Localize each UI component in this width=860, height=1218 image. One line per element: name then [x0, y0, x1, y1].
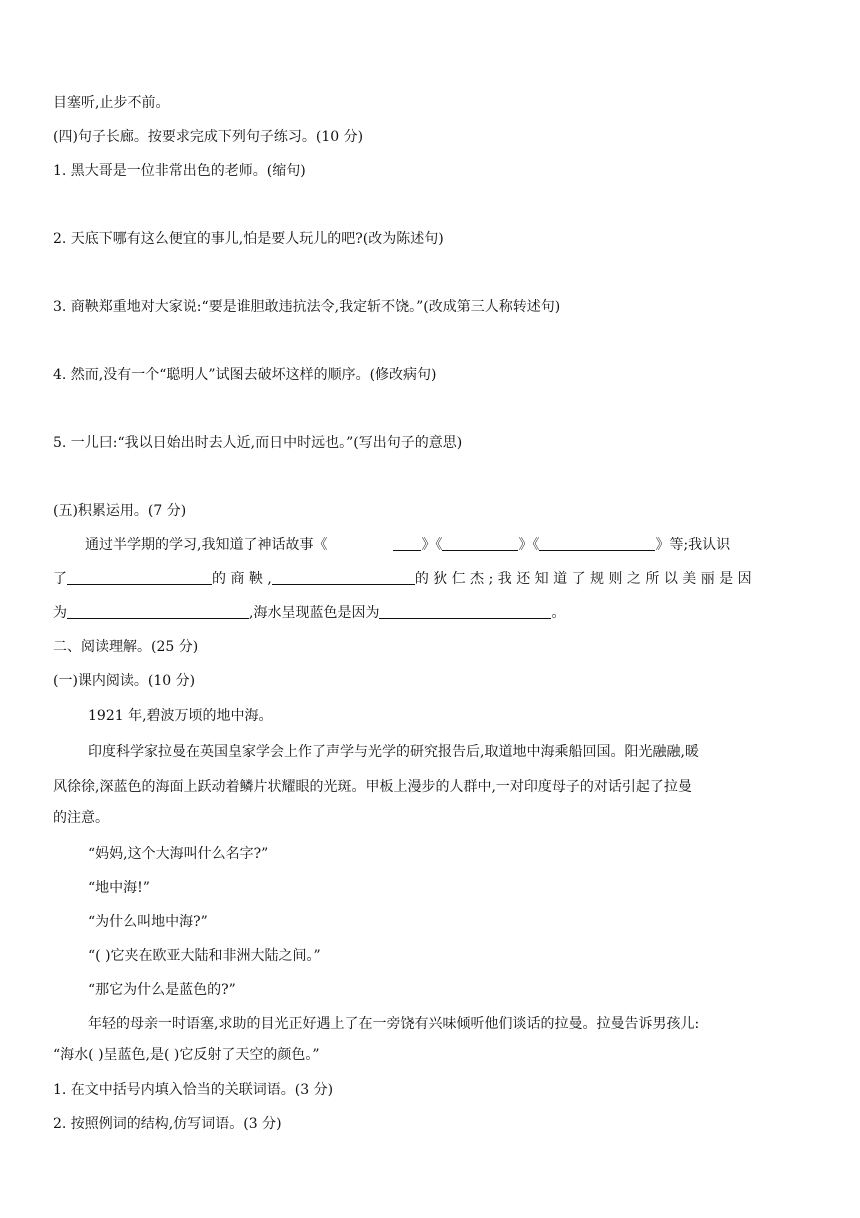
- question-3: 3. 商鞅郑重地对大家说:“要是谁胆敢违抗法令,我定斩不饶。”(改成第三人称转述句): [53, 299, 561, 315]
- question-4: 4. 然而,没有一个“聪明人”试图去破坏这样的顺序。(修改病句): [53, 367, 437, 383]
- answer-blank[interactable]: [442, 536, 518, 551]
- passage-line: “海水( )呈蓝色,是( )它反射了天空的颜色。”: [53, 1047, 320, 1063]
- fill-text: 的 商 鞅 ,: [212, 571, 272, 587]
- dialogue-line: “( )它夹在欧亚大陆和非洲大陆之间。”: [88, 948, 321, 964]
- answer-blank[interactable]: [393, 536, 421, 551]
- fill-text: 为: [53, 605, 67, 621]
- fill-line-2: [53, 569, 763, 589]
- reading-question-1: 1. 在文中括号内填入恰当的关联词语。(3 分): [53, 1082, 334, 1098]
- fill-text: 》《: [421, 537, 443, 553]
- passage-line: 1921 年,碧波万顷的地中海。: [88, 708, 273, 724]
- text-line: 目塞听,止步不前。: [53, 95, 170, 111]
- passage-line: 年轻的母亲一时语塞,求助的目光正好遇上了在一旁饶有兴味倾听他们谈话的拉曼。拉曼告诉男孩儿:: [88, 1016, 700, 1032]
- answer-blank[interactable]: [272, 570, 415, 585]
- fill-text: 。: [551, 605, 566, 621]
- passage-line: 的注意。: [53, 810, 109, 826]
- answer-blank[interactable]: [67, 570, 212, 585]
- dialogue-line: “为什么叫地中海?”: [88, 914, 208, 930]
- section-heading-accumulation: (五)积累运用。(7 分): [53, 503, 187, 519]
- dialogue-line: “地中海!”: [88, 880, 150, 896]
- passage-line: 风徐徐,深蓝色的海面上跃动着鳞片状耀眼的光斑。甲板上漫步的人群中,一对印度母子的对话引起了拉曼: [53, 779, 692, 795]
- answer-blank[interactable]: [67, 604, 249, 619]
- fill-line-1: [85, 535, 795, 555]
- passage-line: 印度科学家拉曼在英国皇家学会上作了声学与光学的研究报告后,取道地中海乘船回国。阳光融融,暖: [88, 744, 699, 760]
- fill-text: ,海水呈现蓝色是因为: [249, 605, 380, 621]
- dialogue-line: “妈妈,这个大海叫什么名字?”: [88, 846, 269, 862]
- dialogue-line: “那它为什么是蓝色的?”: [88, 982, 236, 998]
- fill-text: 通过半学期的学习,我知道了神话故事《: [85, 537, 328, 553]
- answer-blank-space[interactable]: [327, 537, 393, 551]
- answer-blank[interactable]: [379, 604, 551, 619]
- question-2: 2. 天底下哪有这么便宜的事儿,怕是要人玩儿的吧?(改为陈述句): [53, 231, 444, 247]
- fill-text: 》《: [518, 537, 540, 553]
- part-heading-reading: 二、阅读理解。(25 分): [53, 639, 199, 655]
- answer-blank[interactable]: [539, 536, 655, 551]
- section-heading-sentences: (四)句子长廊。按要求完成下列句子练习。(10 分): [53, 129, 364, 145]
- section-heading-in-class: (一)课内阅读。(10 分): [53, 673, 196, 689]
- reading-question-2: 2. 按照例词的结构,仿写词语。(3 分): [53, 1116, 282, 1132]
- question-1: 1. 黑大哥是一位非常出色的老师。(缩句): [53, 163, 306, 179]
- fill-text: 的 狄 仁 杰 ; 我 还 知 道 了 规 则 之 所 以 美 丽 是 因: [414, 571, 752, 587]
- fill-text: 》等;我认识: [655, 537, 731, 553]
- question-5: 5. 一儿曰:“我以日始出时去人近,而日中时远也。”(写出句子的意思): [53, 435, 463, 451]
- fill-text: 了: [53, 571, 67, 587]
- fill-line-3: [53, 603, 763, 623]
